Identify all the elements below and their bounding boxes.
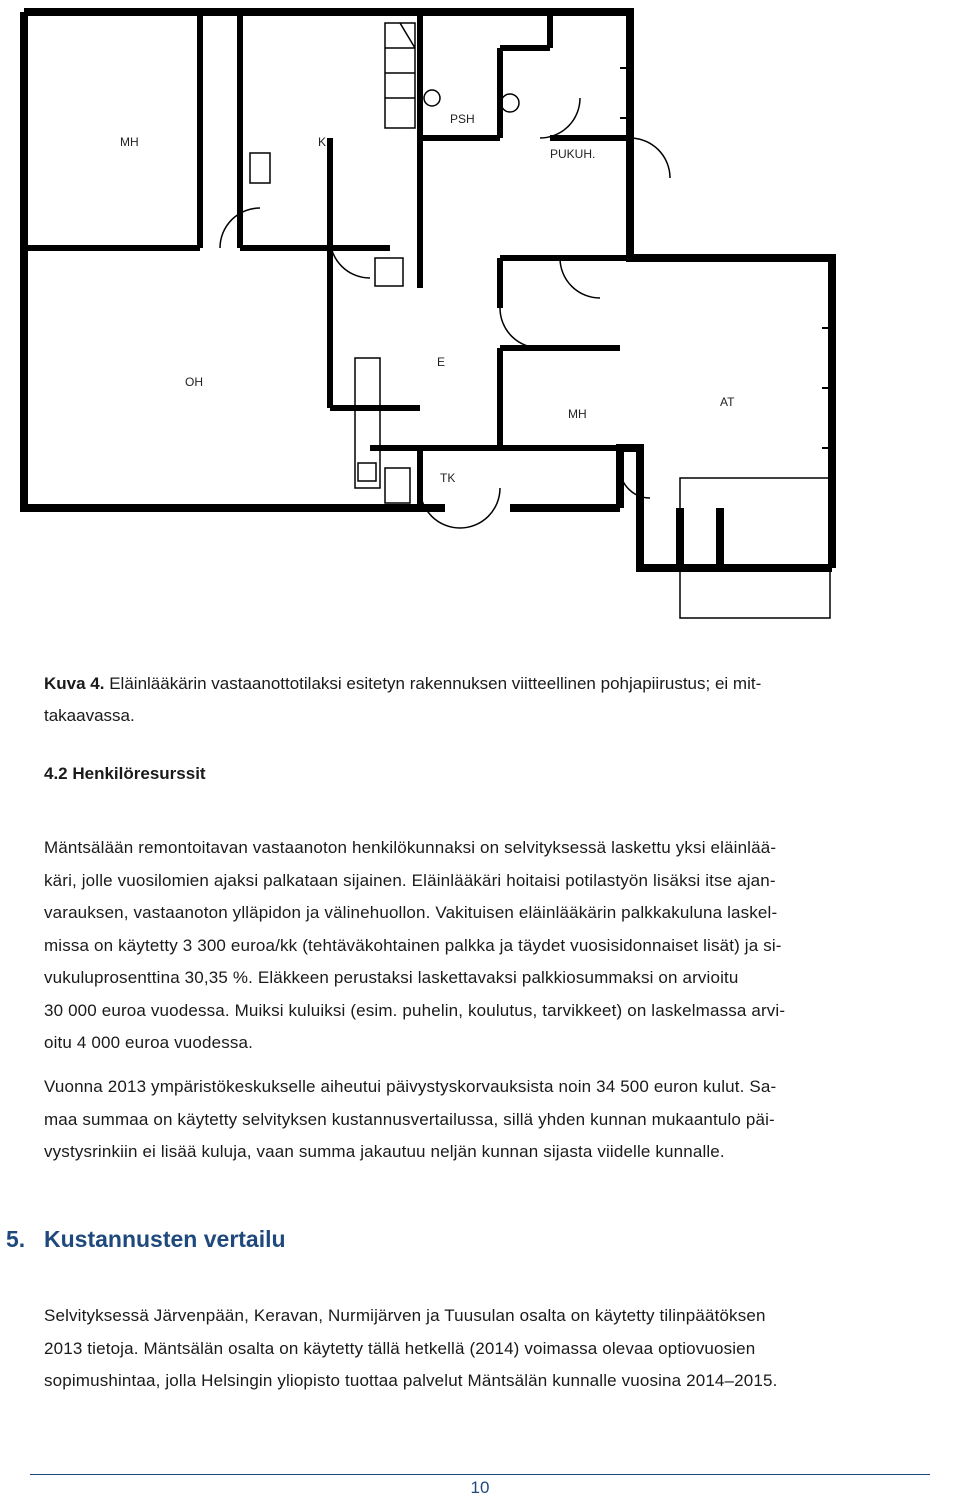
garage-area: [680, 478, 830, 618]
sink-fixture: [424, 90, 440, 106]
paragraph-line: 30 000 euroa vuodessa. Muiksi kuluiksi (esim. puhelin, koulutus, tarvikkeet) on laskelmassa arvi-: [44, 1000, 786, 1020]
room-label-e: E: [437, 355, 446, 369]
sink-fixture-2: [358, 463, 376, 481]
room-label-pukuh: PUKUH.: [550, 147, 596, 161]
paragraph-cost-comparison: [44, 1300, 934, 1398]
room-label-psh: PSH: [450, 112, 475, 126]
room-label-tk: TK: [440, 471, 456, 485]
caption-prefix: Kuva 4.: [44, 674, 105, 693]
section-number: 5.: [6, 1226, 26, 1252]
inner-walls: [24, 12, 830, 508]
section-title: Kustannusten vertailu: [44, 1226, 286, 1252]
paragraph-line: sopimushintaa, jolla Helsingin yliopisto tuottaa palvelut Mäntsälän kunnalle vuosina 2014–2015.: [44, 1371, 778, 1390]
room-label-oh: OH: [185, 375, 203, 389]
shower-fixture: [375, 258, 403, 286]
caption-line-2: takaavassa.: [44, 706, 135, 725]
paragraph-line: varauksen, vastaanoton ylläpidon ja välinehuollon. Vakituisen eläinlääkärin palkkakuluna laskel-: [44, 903, 778, 922]
paragraph-line: oitu 4 000 euroa vuodessa.: [44, 1033, 253, 1052]
paragraph-personnel: [44, 832, 934, 1060]
paragraph-line: Selvityksessä Järvenpään, Keravan, Nurmijärven ja Tuusulan osalta on käytetty tilinpäätöksen: [44, 1306, 766, 1325]
paragraph-line: vukuluprosenttina 30,35 %. Eläkkeen perustaksi laskettavaksi palkkiosummaksi on arvioitu: [44, 968, 739, 987]
floor-plan-drawing: [20, 8, 850, 628]
outer-wall-bottom-right: [620, 448, 760, 568]
page-number: 10: [470, 1478, 490, 1497]
paragraph-line: käri, jolle vuosilomien ajaksi palkataan sijainen. Eläinlääkäri hoitaisi potilastyön lisäksi itse ajan-: [44, 870, 776, 890]
section-heading-5: [6, 1226, 286, 1253]
room-label-mh1: MH: [120, 135, 139, 149]
paragraph-line: 2013 tietoja. Mäntsälän osalta on käytetty tällä hetkellä (2014) voimassa olevaa optiovuosien: [44, 1338, 756, 1358]
paragraph-on-call: [44, 1071, 934, 1169]
paragraph-line: Vuonna 2013 ympäristökeskukselle aiheutui päivystyskorvauksista noin 34 500 euron kulut. Sa-: [44, 1077, 777, 1096]
paragraph-line: Mäntsälään remontoitavan vastaanoton henkilökunnaksi on selvityksessä laskettu yksi eläinlää-: [44, 838, 777, 857]
paragraph-line: missa on käytetty 3 300 euroa/kk (tehtäväkohtainen palkka ja täydet vuosisidonnaiset lisät) ja si-: [44, 935, 782, 955]
outer-wall: [24, 12, 832, 568]
toilet-fixture: [501, 94, 519, 112]
section-heading-4-2: 4.2 Henkilöresurssit: [44, 764, 206, 783]
paragraph-line: vystysrinkiin ei lisää kuluja, vaan summa jakautuu neljän kunnan sijasta viidelle kunnalle.: [44, 1142, 725, 1161]
room-label-mh2: MH: [568, 407, 587, 421]
caption-line-1: Eläinlääkärin vastaanottotilaksi esitetyn rakennuksen viitteellinen pohjapiirustus; ei mit-: [109, 674, 762, 693]
window-marks: [20, 8, 832, 448]
footer-divider: [30, 1474, 930, 1475]
figure-caption: [44, 668, 929, 732]
door-swings: [220, 98, 670, 528]
room-label-k: K: [318, 135, 327, 149]
room-label-at: AT: [720, 395, 735, 409]
paragraph-line: maa summaa on käytetty selvityksen kustannusvertailussa, sillä yhden kunnan mukaantulo päi-: [44, 1109, 775, 1129]
